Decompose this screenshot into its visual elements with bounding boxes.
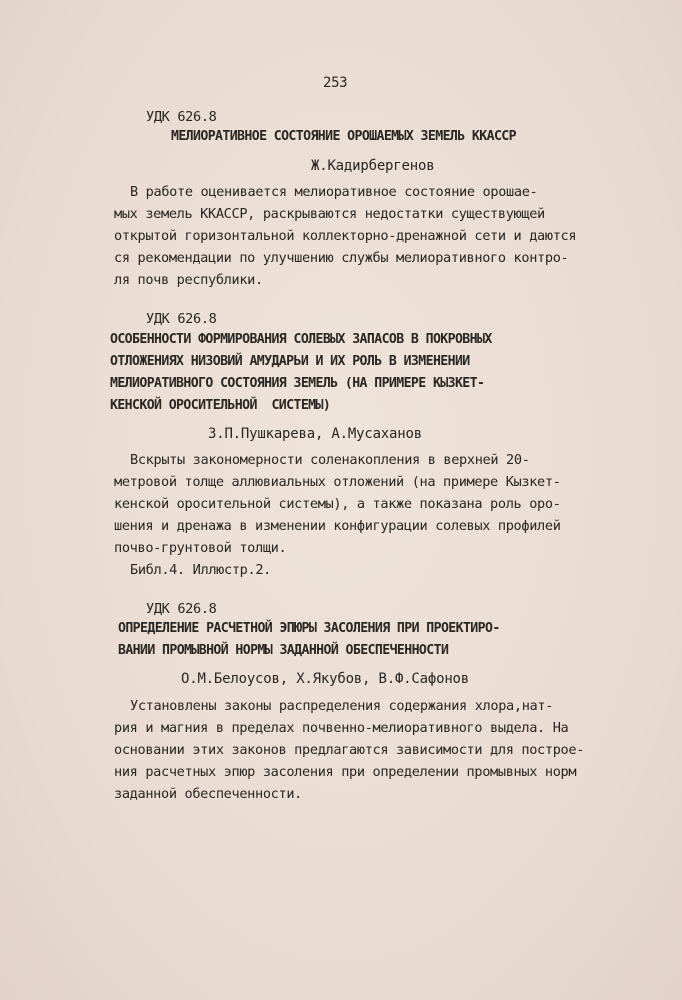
entry-title-line: ОСОБЕННОСТИ ФОРМИРОВАНИЯ СОЛЕВЫХ ЗАПАСОВ В ПОКРОВНЫХ xyxy=(110,332,492,347)
entry-title-line: ОПРЕДЕЛЕНИЕ РАСЧЕТНОЙ ЭПЮРЫ ЗАСОЛЕНИЯ ПРИ ПРОЕКТИРО- xyxy=(118,621,500,636)
entry-title-line: МЕЛИОРАТИВНОЕ СОСТОЯНИЕ ОРОШАЕМЫХ ЗЕМЕЛЬ ККАССР xyxy=(171,129,516,144)
body-line: В работе оценивается мелиоративное состояние орошае- xyxy=(130,184,538,200)
body-line: заданной обеспеченности. xyxy=(114,786,303,802)
udc-code: УДК 626.8 xyxy=(146,311,217,327)
body-line: ля почв республики. xyxy=(114,272,263,288)
body-line: рия и магния в пределах почвенно-мелиоративного выдела. На xyxy=(114,720,569,736)
body-line: ся рекомендации по улучшению службы мелиоративного контро- xyxy=(114,250,569,266)
bibliography-note: Библ.4. Иллюстр.2. xyxy=(130,562,272,578)
body-line: метровой толще аллювиальных отложений (на примере Кызкет- xyxy=(114,474,561,490)
entry-authors: З.П.Пушкарева, А.Мусаханов xyxy=(208,426,422,442)
entry-title-line: ВАНИИ ПРОМЫВНОЙ НОРМЫ ЗАДАННОЙ ОБЕСПЕЧЕННОСТИ xyxy=(118,643,449,658)
body-line: шения и дренажа в изменении конфигурации солевых профилей xyxy=(114,518,561,534)
body-line: почво-грунтовой толщи. xyxy=(114,540,287,556)
body-line: мых земель ККАССР, раскрываются недостатки существующей xyxy=(114,206,545,222)
udc-code: УДК 626.8 xyxy=(146,109,217,125)
entry-title-line: ОТЛОЖЕНИЯХ НИЗОВИЙ АМУДАРЬИ И ИХ РОЛЬ В ИЗМЕНЕНИИ xyxy=(110,354,470,369)
body-line: Вскрыты закономерности соленакопления в верхней 20- xyxy=(130,452,530,468)
body-line: кенской оросительной системы), а также показана роль оро- xyxy=(114,496,561,512)
body-line: Установлены законы распределения содержания хлора,нат- xyxy=(130,698,554,714)
entry-authors: Ж.Кадирбергенов xyxy=(311,158,435,174)
body-line: основании этих законов предлагаются зависимости для построе- xyxy=(114,742,585,758)
udc-code: УДК 626.8 xyxy=(146,601,217,617)
body-line: открытой горизонтальной коллекторно-дренажной сети и даются xyxy=(114,228,577,244)
page-number: 253 xyxy=(323,75,348,91)
entry-authors: О.М.Белоусов, Х.Якубов, В.Ф.Сафонов xyxy=(181,671,470,687)
body-line: ния расчетных эпюр засоления при определении промывных норм xyxy=(114,764,577,780)
entry-title-line: КЕНСКОЙ ОРОСИТЕЛЬНОЙ СИСТЕМЫ) xyxy=(110,398,331,413)
entry-title-line: МЕЛИОРАТИВНОГО СОСТОЯНИЯ ЗЕМЕЛЬ (НА ПРИМЕРЕ КЫЗКЕТ- xyxy=(110,376,485,391)
